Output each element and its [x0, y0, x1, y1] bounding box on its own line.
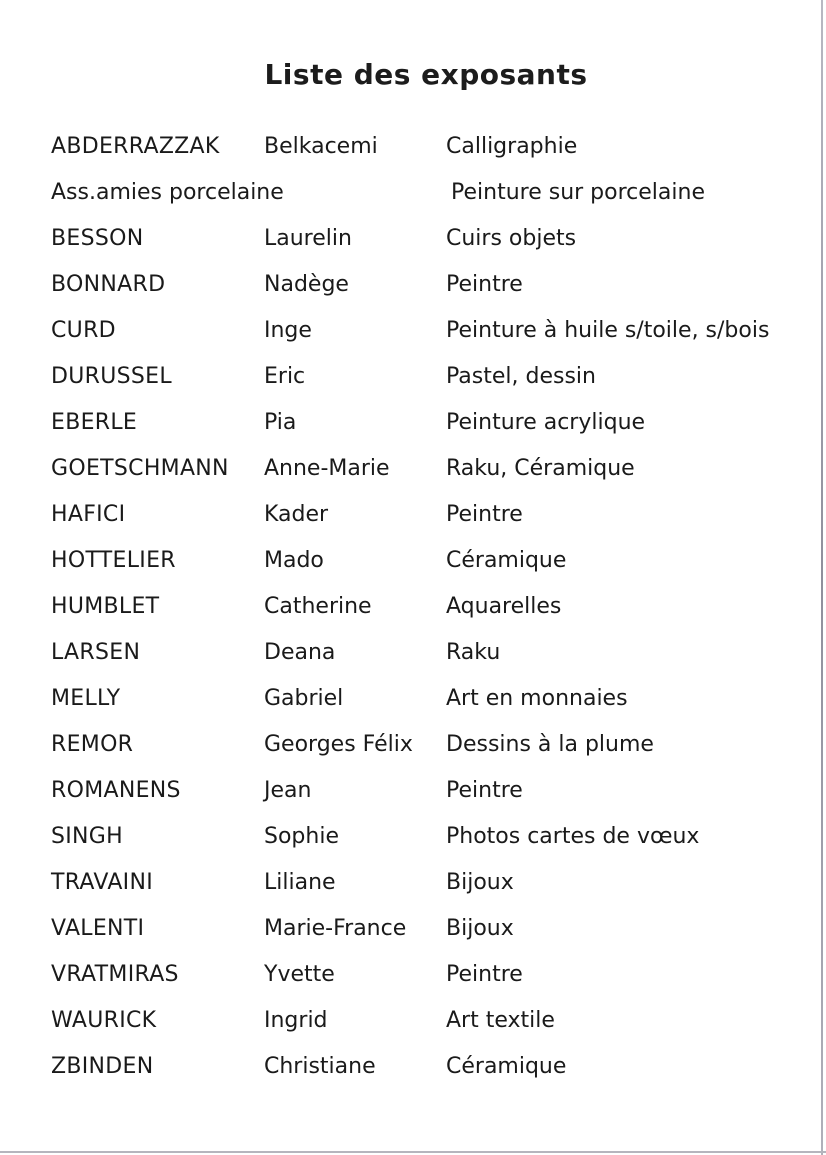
exhibitor-last-name: DURUSSEL	[51, 364, 172, 389]
exhibitor-specialty: Peinture à huile s/toile, s/bois	[446, 318, 770, 343]
exhibitor-row	[51, 722, 821, 768]
exhibitor-specialty: Peintre	[446, 962, 523, 987]
exhibitor-last-name: TRAVAINI	[51, 870, 154, 895]
exhibitor-row	[51, 492, 821, 538]
exhibitor-row	[51, 538, 821, 584]
exhibitor-specialty: Raku, Céramique	[446, 456, 635, 481]
exhibitor-row	[51, 584, 821, 630]
exhibitor-last-name: HOTTELIER	[51, 548, 176, 573]
exhibitor-last-name: EBERLE	[51, 410, 138, 435]
exhibitor-first-name: Pia	[264, 410, 297, 435]
exhibitor-specialty: Peinture sur porcelaine	[451, 180, 705, 205]
exhibitor-specialty: Raku	[446, 640, 501, 665]
exhibitor-first-name: Eric	[264, 364, 306, 389]
exhibitor-row	[51, 124, 821, 170]
exhibitor-specialty: Art textile	[446, 1008, 555, 1033]
exhibitor-first-name: Laurelin	[264, 226, 352, 251]
exhibitor-row	[51, 446, 821, 492]
exhibitor-row	[51, 262, 821, 308]
exhibitor-first-name: Liliane	[264, 870, 336, 895]
exhibitor-first-name: Marie-France	[264, 916, 407, 941]
exhibitor-specialty: Aquarelles	[446, 594, 562, 619]
exhibitor-last-name: VALENTI	[51, 916, 145, 941]
exhibitor-row	[51, 308, 821, 354]
exhibitor-first-name: Gabriel	[264, 686, 344, 711]
exhibitor-specialty: Peintre	[446, 272, 523, 297]
exhibitor-specialty: Peintre	[446, 502, 523, 527]
exhibitor-first-name: Belkacemi	[264, 134, 378, 159]
exhibitor-first-name: Anne-Marie	[264, 456, 390, 481]
scan-edge-right	[821, 0, 823, 1155]
exhibitor-last-name: HUMBLET	[51, 594, 160, 619]
exhibitor-specialty: Céramique	[446, 1054, 567, 1079]
exhibitor-specialty: Bijoux	[446, 916, 514, 941]
exhibitor-specialty: Peinture acrylique	[446, 410, 646, 435]
exhibitor-row	[51, 676, 821, 722]
exhibitor-row	[51, 906, 821, 952]
exhibitor-specialty: Cuirs objets	[446, 226, 577, 251]
exhibitor-row	[51, 216, 821, 262]
exhibitor-last-name: VRATMIRAS	[51, 962, 179, 987]
exhibitor-first-name: Georges Félix	[264, 732, 413, 757]
exhibitor-last-name: Ass.amies porcelaine	[51, 180, 284, 205]
exhibitor-row	[51, 630, 821, 676]
exhibitor-row	[51, 814, 821, 860]
exhibitor-last-name: ROMANENS	[51, 778, 181, 803]
exhibitor-first-name: Yvette	[264, 962, 335, 987]
exhibitor-first-name: Sophie	[264, 824, 339, 849]
exhibitor-row	[51, 998, 821, 1044]
exhibitor-last-name: BONNARD	[51, 272, 166, 297]
exhibitor-row	[51, 1044, 821, 1090]
exhibitor-row	[51, 400, 821, 446]
exhibitor-last-name: REMOR	[51, 732, 134, 757]
exhibitor-specialty: Pastel, dessin	[446, 364, 596, 389]
exhibitor-first-name: Ingrid	[264, 1008, 328, 1033]
exhibitor-row	[51, 860, 821, 906]
exhibitor-last-name: BESSON	[51, 226, 144, 251]
exhibitor-last-name: SINGH	[51, 824, 124, 849]
exhibitor-specialty: Photos cartes de vœux	[446, 824, 700, 849]
exhibitor-row	[51, 354, 821, 400]
exhibitor-last-name: HAFICI	[51, 502, 126, 527]
exhibitor-row	[51, 768, 821, 814]
exhibitor-last-name: GOETSCHMANN	[51, 456, 229, 481]
exhibitor-last-name: LARSEN	[51, 640, 141, 665]
exhibitor-first-name: Kader	[264, 502, 329, 527]
page-title: Liste des exposants	[264, 58, 588, 91]
exhibitor-last-name: ABDERRAZZAK	[51, 134, 220, 159]
exhibitor-list	[51, 124, 821, 1090]
exhibitor-first-name: Jean	[264, 778, 312, 803]
exhibitor-last-name: ZBINDEN	[51, 1054, 154, 1079]
exhibitor-specialty: Calligraphie	[446, 134, 578, 159]
exhibitor-specialty: Art en monnaies	[446, 686, 628, 711]
exhibitor-specialty: Peintre	[446, 778, 523, 803]
scan-edge-bottom	[0, 1151, 826, 1153]
exhibitor-specialty: Céramique	[446, 548, 567, 573]
exhibitor-first-name: Mado	[264, 548, 324, 573]
exhibitor-first-name: Nadège	[264, 272, 349, 297]
exhibitor-first-name: Catherine	[264, 594, 372, 619]
exhibitor-last-name: CURD	[51, 318, 116, 343]
exhibitor-specialty: Bijoux	[446, 870, 514, 895]
exhibitor-row	[51, 170, 821, 216]
exhibitor-specialty: Dessins à la plume	[446, 732, 654, 757]
exhibitor-first-name: Deana	[264, 640, 336, 665]
exhibitor-first-name: Inge	[264, 318, 312, 343]
exhibitor-row	[51, 952, 821, 998]
exhibitor-last-name: WAURICK	[51, 1008, 157, 1033]
exhibitor-last-name: MELLY	[51, 686, 121, 711]
exhibitor-first-name: Christiane	[264, 1054, 376, 1079]
